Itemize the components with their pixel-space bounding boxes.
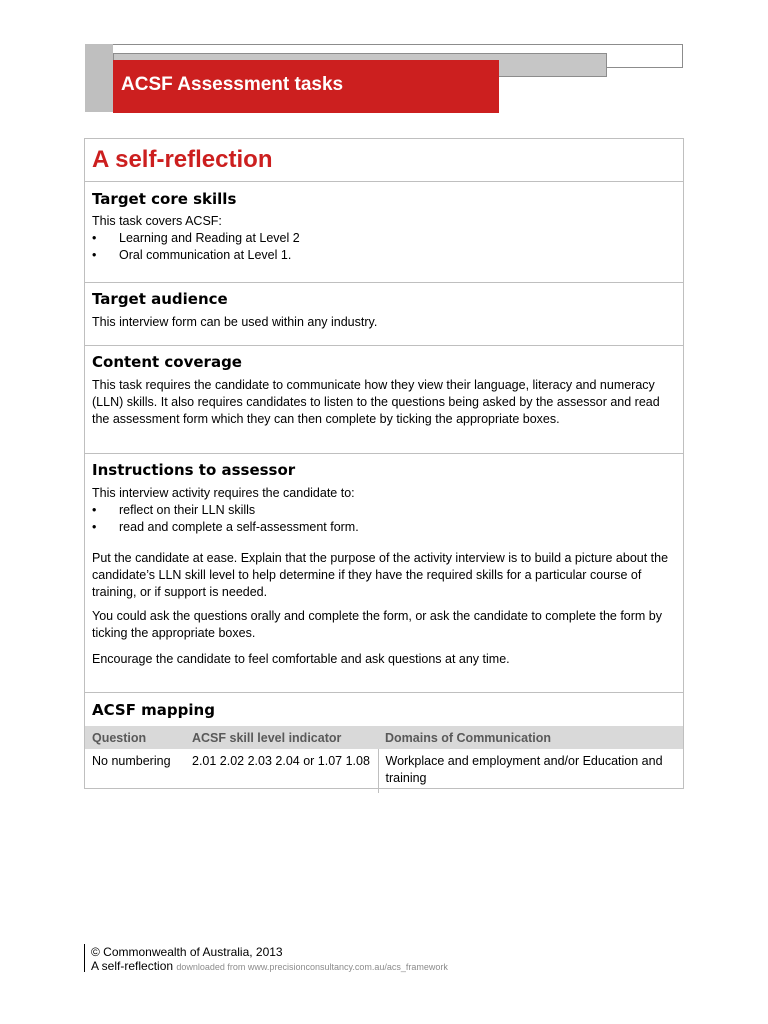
footer-rule [84,944,85,972]
table-header-row [85,726,683,749]
mapping-heading: ACSF mapping [92,701,215,719]
instructions-para-2: You could ask the questions orally and complete the form, or ask the candidate to complete the form by ticking the appropriate boxes. [92,609,663,640]
content-box [84,138,684,789]
instructions-list [92,502,359,536]
instructions-para-1: Put the candidate at ease. Explain that the purpose of the activity interview is to build a picture about the candidate’s LLN skill level to help determine if they have the required skills for a particular course of training, or if support is needed. [92,551,669,599]
table-cell-indicator: 2.01 2.02 2.03 2.04 or 1.07 1.08 [192,754,370,768]
page-title: A self-reflection [92,146,273,173]
instructions-para-3: Encourage the candidate to feel comfortable and ask questions at any time. [92,652,510,666]
table-header-question: Question [85,726,185,749]
list-item: • Oral communication at Level 1. [92,248,292,262]
mapping-section [85,693,683,726]
content-coverage-section [85,346,683,454]
target-core-skills-intro: This task covers ACSF: [92,214,222,228]
footer-copyright: © Commonwealth of Australia, 2013 [91,945,283,959]
target-audience-text: This interview form can be used within any industry. [92,315,378,329]
title-section [85,139,683,182]
target-core-skills-section [85,182,683,283]
header-top-line [113,44,683,45]
content-coverage-text: This task requires the candidate to communicate how they view their language, literacy and numeracy (LLN) skills. It also requires candidates to listen to the questions being asked by the assessor and read the assessment form which they can then complete by ticking the appropriate boxes. [92,378,660,426]
target-audience-section [85,283,683,346]
table-row [85,749,683,793]
table-header-indicator: ACSF skill level indicator [185,726,378,749]
list-item: • Learning and Reading at Level 2 [92,231,300,245]
table-cell-domains: Workplace and employment and/or Education and training [378,749,683,793]
header-white-box [607,44,683,68]
footer-doc-title: A self-reflection [91,959,174,973]
mapping-table [85,726,683,793]
instructions-heading: Instructions to assessor [92,461,296,479]
target-audience-heading: Target audience [92,290,228,308]
footer-source: downloaded from www.precisionconsultancy.com.au/acs_framework [176,962,448,972]
table-header-domains: Domains of Communication [378,726,683,749]
table-cell-question: No numbering [92,754,171,768]
instructions-section [85,454,683,693]
list-item: • reflect on their LLN skills [92,503,256,517]
header-grey-block [85,44,113,112]
target-core-skills-heading: Target core skills [92,190,237,208]
list-item: • read and complete a self-assessment form. [92,520,359,534]
header-title: ACSF Assessment tasks [121,74,344,95]
target-core-skills-list [92,230,300,264]
instructions-intro: This interview activity requires the candidate to: [92,486,355,500]
content-coverage-heading: Content coverage [92,353,242,371]
footer-doc-line [91,959,448,973]
